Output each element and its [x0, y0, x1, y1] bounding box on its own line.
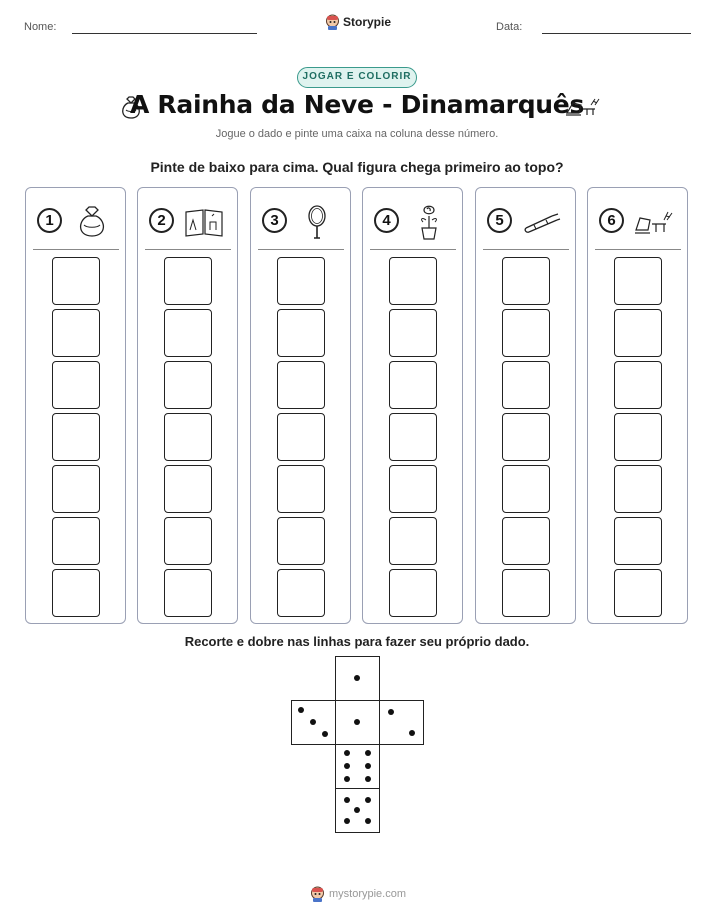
color-box[interactable] [52, 309, 100, 357]
color-box[interactable] [502, 361, 550, 409]
footer [310, 886, 406, 902]
color-box[interactable] [389, 517, 437, 565]
die-pip [344, 797, 350, 803]
name-label: Nome: [24, 21, 57, 33]
color-box[interactable] [52, 257, 100, 305]
brand-name: Storypie [343, 15, 392, 29]
color-box[interactable] [277, 309, 325, 357]
race-column-6 [587, 187, 688, 624]
die-instruction: Recorte e dobre nas linhas para fazer seu próprio dado. [184, 634, 530, 649]
column-number: 5 [487, 208, 512, 233]
color-box[interactable] [277, 413, 325, 461]
reindeer-sleigh-icon [565, 95, 601, 119]
color-box[interactable] [502, 413, 550, 461]
die-pip [310, 719, 316, 725]
die-pip [365, 776, 371, 782]
color-box[interactable] [502, 569, 550, 617]
sack-icon [72, 202, 112, 240]
color-box[interactable] [164, 257, 212, 305]
die-face-1 [335, 700, 380, 745]
race-column-2 [137, 187, 238, 624]
color-box[interactable] [614, 361, 662, 409]
storybook-icon [184, 202, 224, 240]
color-box[interactable] [389, 257, 437, 305]
footer-url[interactable]: mystorypie.com [329, 888, 407, 900]
mirror-icon [297, 202, 337, 240]
color-box[interactable] [502, 309, 550, 357]
die-pip [344, 750, 350, 756]
die-face-6 [335, 744, 380, 789]
date-label: Data: [496, 21, 523, 33]
die-pip [388, 709, 394, 715]
color-box[interactable] [614, 517, 662, 565]
die-pip [365, 797, 371, 803]
color-box[interactable] [614, 257, 662, 305]
storypie-mascot-icon [325, 14, 340, 30]
color-box[interactable] [277, 517, 325, 565]
race-column-3 [250, 187, 351, 624]
color-box[interactable] [52, 361, 100, 409]
column-number: 6 [599, 208, 624, 233]
race-column-4 [362, 187, 463, 624]
race-column-1 [25, 187, 126, 624]
die-pip [365, 763, 371, 769]
color-box[interactable] [614, 309, 662, 357]
color-box[interactable] [52, 413, 100, 461]
page-title: A Rainha da Neve - Dinamarquês [129, 90, 585, 119]
color-box[interactable] [164, 569, 212, 617]
color-box[interactable] [389, 309, 437, 357]
color-box[interactable] [52, 569, 100, 617]
color-box[interactable] [502, 257, 550, 305]
date-line[interactable] [542, 33, 691, 34]
column-number: 2 [149, 208, 174, 233]
color-box[interactable] [164, 413, 212, 461]
color-box[interactable] [277, 361, 325, 409]
column-divider [33, 249, 119, 250]
die-pip [344, 763, 350, 769]
color-box[interactable] [614, 413, 662, 461]
color-box[interactable] [389, 465, 437, 513]
die-face-2 [379, 700, 424, 745]
color-box[interactable] [164, 465, 212, 513]
color-box[interactable] [389, 569, 437, 617]
color-box[interactable] [389, 413, 437, 461]
die-pip [365, 750, 371, 756]
rose-pot-icon [409, 202, 449, 240]
race-column-5 [475, 187, 576, 624]
column-number: 4 [374, 208, 399, 233]
die-pip [354, 807, 360, 813]
column-divider [145, 249, 231, 250]
die-face-5 [335, 788, 380, 833]
columns-instruction: Pinte de baixo para cima. Qual figura chega primeiro ao topo? [150, 159, 564, 175]
subtitle: Jogue o dado e pinte uma caixa na coluna desse número. [215, 128, 499, 140]
column-divider [370, 249, 456, 250]
die-pip [298, 707, 304, 713]
die-face-3 [291, 700, 336, 745]
die-pip [344, 818, 350, 824]
color-box[interactable] [52, 517, 100, 565]
die-pip [344, 776, 350, 782]
color-box[interactable] [277, 257, 325, 305]
die-pip [322, 731, 328, 737]
die-pip [354, 719, 360, 725]
sled-icon [522, 202, 562, 240]
die-face-1 [335, 656, 380, 701]
die-pip [409, 730, 415, 736]
color-box[interactable] [614, 465, 662, 513]
name-line[interactable] [72, 33, 257, 34]
color-box[interactable] [164, 361, 212, 409]
color-box[interactable] [614, 569, 662, 617]
die-pip [354, 675, 360, 681]
color-box[interactable] [277, 465, 325, 513]
storypie-mascot-icon [310, 886, 325, 902]
activity-badge: JOGAR E COLORIR [297, 67, 417, 88]
color-box[interactable] [502, 517, 550, 565]
column-divider [595, 249, 681, 250]
column-number: 3 [262, 208, 287, 233]
color-box[interactable] [52, 465, 100, 513]
color-box[interactable] [502, 465, 550, 513]
brand-logo [325, 14, 391, 30]
column-divider [483, 249, 569, 250]
color-box[interactable] [277, 569, 325, 617]
color-box[interactable] [389, 361, 437, 409]
column-divider [258, 249, 344, 250]
reindeer-sleigh-icon [634, 202, 674, 240]
color-box[interactable] [164, 517, 212, 565]
column-number: 1 [37, 208, 62, 233]
color-box[interactable] [164, 309, 212, 357]
die-pip [365, 818, 371, 824]
